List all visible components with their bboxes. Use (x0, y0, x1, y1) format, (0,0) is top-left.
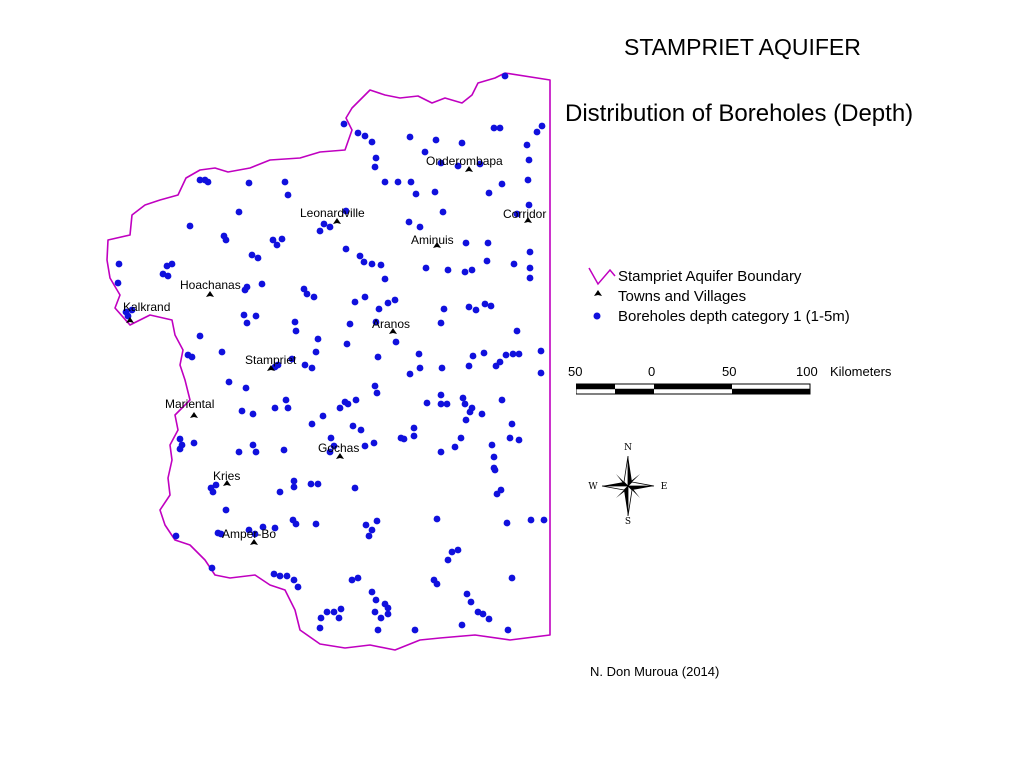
borehole-point (488, 303, 495, 310)
borehole-point (382, 276, 389, 283)
borehole-point (369, 527, 376, 534)
borehole-point (516, 351, 523, 358)
scale-tick-label: 50 (722, 364, 737, 379)
borehole-point (253, 313, 260, 320)
borehole-point (516, 437, 523, 444)
borehole-point (291, 478, 298, 485)
borehole-point (526, 157, 533, 164)
borehole-point (423, 265, 430, 272)
borehole-point (308, 481, 315, 488)
borehole-point (279, 236, 286, 243)
borehole-point (115, 280, 122, 287)
borehole-point (304, 291, 311, 298)
borehole-point (366, 533, 373, 540)
borehole-point (504, 520, 511, 527)
boundary-line-icon (588, 266, 618, 286)
borehole-point (458, 435, 465, 442)
borehole-point (449, 549, 456, 556)
borehole-point (241, 312, 248, 319)
borehole-point (311, 294, 318, 301)
map-subtitle: Distribution of Boreholes (Depth) (565, 100, 914, 127)
borehole-point (272, 405, 279, 412)
borehole-point (243, 385, 250, 392)
borehole-point (480, 611, 487, 618)
borehole-point (363, 522, 370, 529)
borehole-point (486, 616, 493, 623)
borehole-point (393, 339, 400, 346)
town-label: Kries (213, 469, 241, 483)
borehole-point (315, 336, 322, 343)
borehole-point (291, 484, 298, 491)
borehole-point (438, 320, 445, 327)
borehole-point (438, 401, 445, 408)
borehole-point (411, 425, 418, 432)
town-label: Gochas (318, 441, 360, 455)
borehole-point (473, 307, 480, 314)
borehole-point (343, 246, 350, 253)
scale-tick-label: 0 (648, 364, 656, 379)
borehole-point (469, 405, 476, 412)
borehole-point (511, 261, 518, 268)
borehole-point (116, 261, 123, 268)
borehole-point (309, 421, 316, 428)
borehole-point (492, 467, 499, 474)
borehole-point (463, 240, 470, 247)
borehole-point (293, 521, 300, 528)
borehole-point (541, 517, 548, 524)
borehole-point (281, 447, 288, 454)
town-label: Corridor (503, 207, 547, 221)
borehole-point (250, 442, 257, 449)
borehole-point (372, 609, 379, 616)
town-label: Stampriet (245, 353, 297, 367)
borehole-point (378, 262, 385, 269)
borehole-point (347, 321, 354, 328)
borehole-point (373, 597, 380, 604)
borehole-point (223, 507, 230, 514)
borehole-point (244, 320, 251, 327)
town-marker-icon (588, 286, 618, 306)
borehole-point (236, 449, 243, 456)
borehole-point (277, 489, 284, 496)
borehole-point (489, 442, 496, 449)
borehole-point (345, 401, 352, 408)
legend (588, 266, 850, 326)
borehole-point (525, 177, 532, 184)
towns-layer (123, 154, 546, 545)
borehole-point (250, 411, 257, 418)
compass-rose-icon (588, 438, 668, 528)
borehole-point (464, 591, 471, 598)
borehole-point (455, 547, 462, 554)
borehole-point (331, 609, 338, 616)
borehole-point (372, 383, 379, 390)
borehole-point (318, 615, 325, 622)
borehole-point (352, 299, 359, 306)
borehole-point (374, 390, 381, 397)
borehole-point (277, 573, 284, 580)
borehole-point (350, 423, 357, 430)
borehole-point (358, 427, 365, 434)
borehole-point (215, 530, 222, 537)
borehole-point (320, 413, 327, 420)
borehole-point (539, 123, 546, 130)
borehole-point (338, 606, 345, 613)
borehole-point (486, 190, 493, 197)
borehole-point (424, 400, 431, 407)
borehole-point (317, 625, 324, 632)
borehole-point (444, 401, 451, 408)
scale-tick-label: 100 (796, 364, 818, 379)
borehole-point (459, 622, 466, 629)
borehole-point (282, 179, 289, 186)
borehole-point (470, 353, 477, 360)
borehole-point (524, 142, 531, 149)
borehole-point (441, 306, 448, 313)
borehole-point (375, 354, 382, 361)
borehole-point (439, 365, 446, 372)
borehole-point (374, 518, 381, 525)
borehole-point (433, 137, 440, 144)
borehole-point (177, 446, 184, 453)
borehole-point (385, 300, 392, 307)
borehole-point (440, 209, 447, 216)
borehole-point (355, 130, 362, 137)
borehole-point (538, 370, 545, 377)
borehole-point (369, 139, 376, 146)
borehole-point (463, 417, 470, 424)
scale-tick-label: 50 (568, 364, 583, 379)
borehole-point (285, 405, 292, 412)
borehole-point (385, 611, 392, 618)
borehole-point (462, 269, 469, 276)
compass-s-label: S (624, 517, 632, 527)
borehole-point (378, 615, 385, 622)
borehole-point (249, 252, 256, 259)
borehole-point (382, 179, 389, 186)
borehole-point (293, 328, 300, 335)
borehole-point (353, 397, 360, 404)
borehole-point (445, 557, 452, 564)
borehole-point (411, 433, 418, 440)
borehole-point (503, 352, 510, 359)
borehole-point (494, 491, 501, 498)
borehole-point (189, 354, 196, 361)
borehole-point (482, 301, 489, 308)
borehole-point (327, 224, 334, 231)
borehole-point (324, 609, 331, 616)
legend-item-boundary (588, 266, 850, 286)
borehole-point (438, 449, 445, 456)
town-label: Onderombapa (426, 154, 503, 168)
borehole-point (313, 349, 320, 356)
borehole-point (369, 261, 376, 268)
legend-item-boreholes (588, 306, 850, 326)
borehole-point (479, 411, 486, 418)
borehole-point (271, 571, 278, 578)
borehole-point (505, 627, 512, 634)
borehole-point (246, 180, 253, 187)
borehole-point (438, 392, 445, 399)
borehole-point (468, 599, 475, 606)
borehole-point (412, 627, 419, 634)
borehole-point (459, 140, 466, 147)
borehole-point (462, 401, 469, 408)
borehole-point (373, 155, 380, 162)
borehole-point (527, 275, 534, 282)
borehole-point (292, 319, 299, 326)
borehole-point (309, 365, 316, 372)
borehole-point (392, 297, 399, 304)
compass-w-label: W (588, 482, 598, 492)
borehole-point (413, 191, 420, 198)
borehole-point (362, 294, 369, 301)
borehole-point (385, 605, 392, 612)
borehole-point (315, 481, 322, 488)
town-marker (190, 412, 198, 418)
borehole-point (177, 436, 184, 443)
borehole-point (497, 125, 504, 132)
borehole-point (284, 573, 291, 580)
borehole-point (219, 349, 226, 356)
borehole-point (209, 565, 216, 572)
borehole-point (510, 351, 517, 358)
borehole-point (499, 181, 506, 188)
borehole-point (349, 577, 356, 584)
borehole-point (509, 575, 516, 582)
borehole-point (407, 371, 414, 378)
borehole-point (527, 249, 534, 256)
borehole-point (369, 589, 376, 596)
borehole-point (283, 397, 290, 404)
borehole-point (417, 224, 424, 231)
borehole-point (406, 219, 413, 226)
compass-n-label: N (624, 443, 632, 453)
borehole-point (491, 125, 498, 132)
borehole-point (466, 363, 473, 370)
borehole-point (223, 237, 230, 244)
borehole-point (371, 440, 378, 447)
borehole-point (302, 362, 309, 369)
borehole-point (165, 273, 172, 280)
map-title: STAMPRIET AQUIFER (624, 34, 861, 60)
borehole-point (362, 133, 369, 140)
borehole-point (499, 397, 506, 404)
scale-unit-label: Kilometers (830, 364, 892, 379)
borehole-point (375, 627, 382, 634)
borehole-point (432, 189, 439, 196)
borehole-point (197, 177, 204, 184)
borehole-point (274, 242, 281, 249)
town-label: Aranos (372, 317, 411, 331)
borehole-point (291, 577, 298, 584)
borehole-point (509, 421, 516, 428)
borehole-point (466, 304, 473, 311)
borehole-point (187, 223, 194, 230)
north-arrow (588, 438, 668, 533)
borehole-point (317, 228, 324, 235)
borehole-point (484, 258, 491, 265)
borehole-point (502, 73, 509, 80)
borehole-point (210, 489, 217, 496)
borehole-point (460, 395, 467, 402)
borehole-point (344, 341, 351, 348)
legend-label-towns: Towns and Villages (618, 287, 747, 305)
borehole-point (534, 129, 541, 136)
borehole-point (416, 351, 423, 358)
borehole-point (395, 179, 402, 186)
borehole-point (445, 267, 452, 274)
borehole-point (372, 164, 379, 171)
town-label: Hoachanas (180, 278, 241, 292)
borehole-point (205, 179, 212, 186)
borehole-point (313, 521, 320, 528)
borehole-point (481, 350, 488, 357)
borehole-point (361, 259, 368, 266)
compass-e-label: E (660, 482, 668, 492)
scale-bar-graphic (576, 382, 812, 396)
borehole-point (417, 365, 424, 372)
town-label: Mariental (165, 397, 215, 411)
borehole-point (341, 121, 348, 128)
scale-bar (566, 364, 906, 404)
borehole-point (173, 533, 180, 540)
borehole-point (197, 333, 204, 340)
town-label: Amper-Bo (222, 527, 277, 541)
borehole-point (337, 405, 344, 412)
borehole-point (321, 221, 328, 228)
borehole-point (434, 581, 441, 588)
borehole-point (253, 449, 260, 456)
borehole-point (434, 516, 441, 523)
borehole-point (355, 575, 362, 582)
borehole-point (357, 253, 364, 260)
borehole-point (538, 348, 545, 355)
borehole-point (169, 261, 176, 268)
author-credit: N. Don Muroua (2014) (590, 664, 720, 679)
borehole-point (514, 328, 521, 335)
legend-item-towns (588, 286, 850, 306)
borehole-point (362, 443, 369, 450)
borehole-point (485, 240, 492, 247)
borehole-point (401, 436, 408, 443)
borehole-point (285, 192, 292, 199)
borehole-point (352, 485, 359, 492)
town-label: Aminuis (411, 233, 454, 247)
borehole-point (255, 255, 262, 262)
town-label: Kalkrand (123, 300, 171, 314)
borehole-point (527, 265, 534, 272)
borehole-point (336, 615, 343, 622)
legend-label-boundary: Stampriet Aquifer Boundary (618, 267, 802, 285)
legend-label-boreholes: Boreholes depth category 1 (1-5m) (618, 307, 850, 325)
town-label: Leonardville (300, 206, 365, 220)
borehole-point (497, 359, 504, 366)
borehole-point (469, 267, 476, 274)
borehole-point (236, 209, 243, 216)
borehole-point (452, 444, 459, 451)
borehole-point (528, 517, 535, 524)
borehole-point (491, 454, 498, 461)
borehole-point (226, 379, 233, 386)
borehole-point (507, 435, 514, 442)
borehole-point (259, 281, 266, 288)
borehole-point (242, 287, 249, 294)
borehole-point (408, 179, 415, 186)
borehole-point (295, 584, 302, 591)
borehole-point (407, 134, 414, 141)
borehole-dot-icon (588, 306, 618, 326)
borehole-point (191, 440, 198, 447)
borehole-point (376, 306, 383, 313)
borehole-point (239, 408, 246, 415)
